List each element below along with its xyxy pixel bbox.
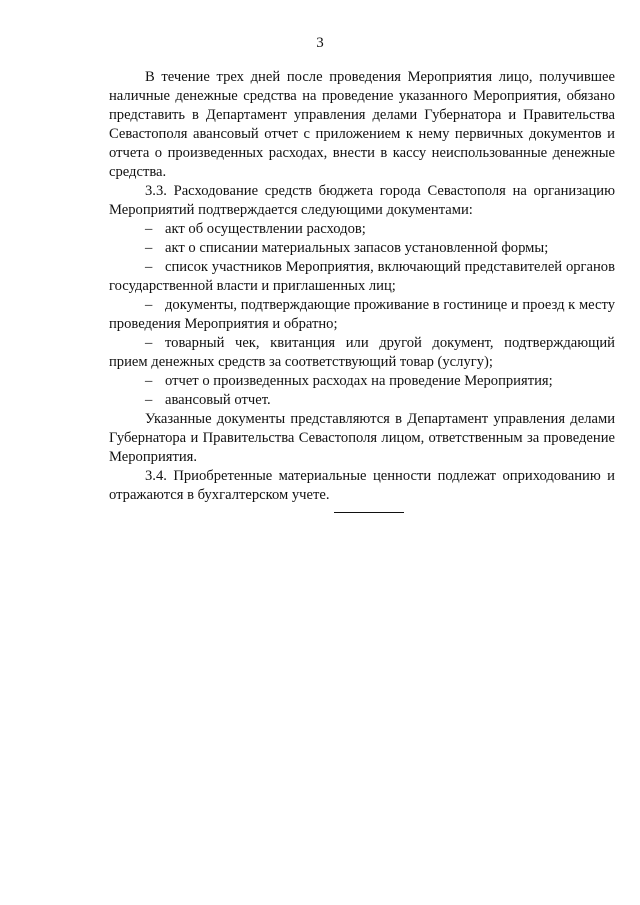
- list-item-text: отчет о произведенных расходах на проведение Мероприятия;: [165, 373, 553, 389]
- list-item-text: акт о списании материальных запасов установленной формы;: [165, 240, 549, 256]
- list-item: [109, 334, 615, 372]
- list-item-text: документы, подтверждающие проживание в гостинице и проезд к месту проведения Мероприятия и обратно;: [109, 297, 615, 332]
- paragraph-advance-report: В течение трех дней после проведения Мероприятия лицо, получившее наличные денежные средства на проведение указанного Мероприятия, обязано представить в Департамент управления делами Губернатора и Правительства Севастополя авансовый отчет с приложением к нему первичных документов и отчета о произведенных расходах, внести в кассу неиспользованные денежные средства.: [109, 69, 615, 180]
- list-item: [109, 372, 615, 391]
- list-dash: –: [145, 392, 153, 408]
- list-item: [109, 296, 615, 334]
- list-item: [109, 258, 615, 296]
- list-item-text: акт об осуществлении расходов;: [165, 221, 366, 237]
- list-item: [109, 239, 615, 258]
- paragraph-documents-submission: Указанные документы представляются в Департамент управления делами Губернатора и Правительства Севастополя лицом, ответственным за проведение Мероприятия.: [109, 411, 615, 465]
- list-dash: –: [145, 335, 153, 351]
- list-dash: –: [145, 373, 153, 389]
- list-dash: –: [145, 240, 153, 256]
- list-item-text: список участников Мероприятия, включающий представителей органов государственной власти и приглашенных лиц;: [109, 259, 615, 294]
- paragraph-3-4: 3.4. Приобретенные материальные ценности подлежат оприходованию и отражаются в бухгалтерском учете.: [109, 468, 615, 503]
- list-dash: –: [145, 221, 153, 237]
- list-dash: –: [145, 259, 153, 275]
- list-item-text: авансовый отчет.: [165, 392, 271, 408]
- end-separator-line: [334, 512, 404, 513]
- list-item: [109, 220, 615, 239]
- page-number: 3: [316, 35, 324, 51]
- list-dash: –: [145, 297, 153, 313]
- document-body: [109, 68, 615, 505]
- paragraph-3-3: 3.3. Расходование средств бюджета города Севастополя на организацию Мероприятий подтверждается следующими документами:: [109, 183, 615, 218]
- list-item: [109, 391, 615, 410]
- list-item-text: товарный чек, квитанция или другой документ, подтверждающий прием денежных средств за соответствующий товар (услугу);: [109, 335, 615, 370]
